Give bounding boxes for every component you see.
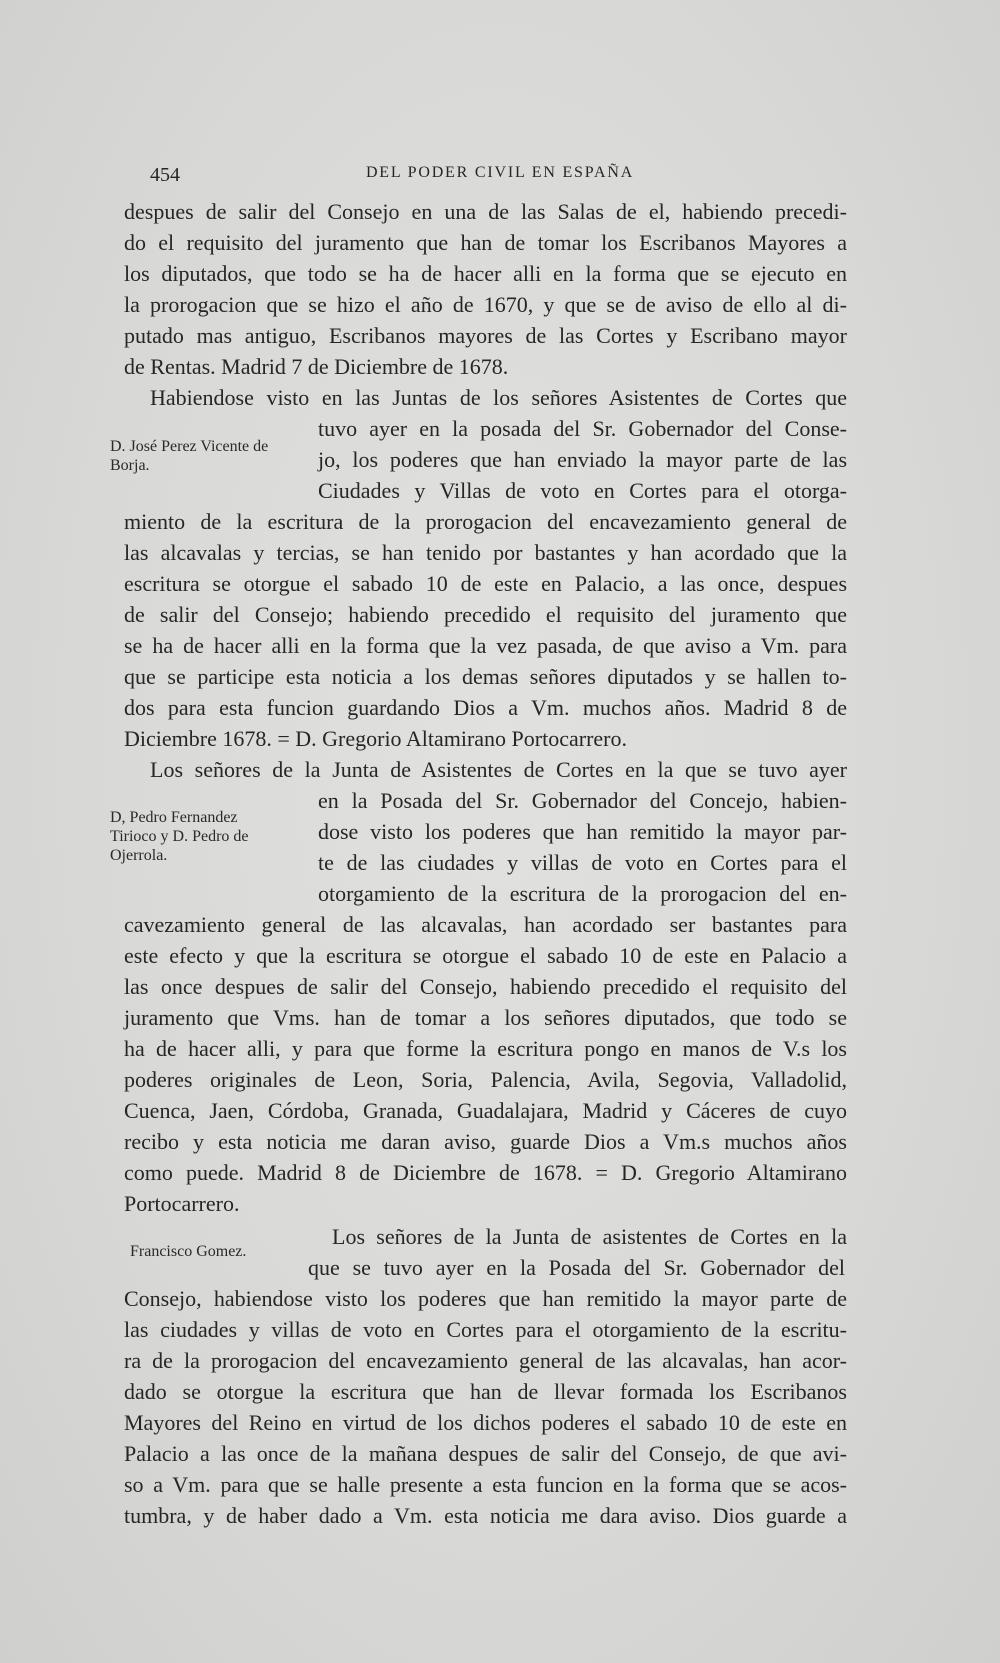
- text-line: tumbra, y de haber dado a Vm. esta noticia me dara aviso. Dios guarde a: [124, 1503, 847, 1528]
- text-line: escritura se otorgue el sabado 10 de este en Palacio, a las once, despues: [124, 571, 847, 596]
- text-line: tuvo ayer en la posada del Sr. Gobernador del Conse-: [318, 416, 847, 441]
- text-line: este efecto y que la escritura se otorgue el sabado 10 de este en Palacio a: [124, 943, 847, 968]
- text-line: juramento que Vms. han de tomar a los señores diputados, que todo se: [124, 1005, 847, 1030]
- text-line: los diputados, que todo se ha de hacer alli en la forma que se ejecuto en: [124, 261, 847, 286]
- text-line: do el requisito del juramento que han de tomar los Escribanos Mayores a: [124, 230, 847, 255]
- running-title: DEL PODER CIVIL EN ESPAÑA: [365, 164, 635, 181]
- text-line: ha de hacer alli, y para que forme la escritura pongo en manos de V.s los: [124, 1036, 847, 1061]
- text-line: Mayores del Reino en virtud de los dichos poderes el sabado 10 de este en: [124, 1410, 847, 1435]
- text-line: Portocarrero.: [124, 1191, 240, 1216]
- text-line: de Rentas. Madrid 7 de Diciembre de 1678.: [124, 354, 509, 379]
- text-line: dado se otorgue la escritura que han de llevar formada los Escribanos: [124, 1379, 847, 1404]
- paragraph-first-line: Los señores de la Junta de asistentes de Cortes en la: [332, 1224, 847, 1249]
- margin-note: Francisco Gomez.: [130, 1243, 247, 1260]
- paragraph-first-line: Los señores de la Junta de Asistentes de Cortes en la que se tuvo ayer: [150, 757, 847, 782]
- text-line: Diciembre 1678. = D. Gregorio Altamirano Portocarrero.: [124, 726, 627, 751]
- page-number: 454: [150, 164, 180, 186]
- margin-note: D. José Perez Vicente de Borja.: [110, 438, 269, 474]
- page-header: [150, 160, 850, 190]
- text-line: recibo y esta noticia me daran aviso, guarde Dios a Vm.s muchos años: [124, 1129, 847, 1154]
- text-line: Cuenca, Jaen, Córdoba, Granada, Guadalajara, Madrid y Cáceres de cuyo: [124, 1098, 847, 1123]
- text-line: Consejo, habiendose visto los poderes que han remitido la mayor parte de: [124, 1286, 847, 1311]
- text-line: cavezamiento general de las alcavalas, han acordado ser bastantes para: [124, 912, 847, 937]
- text-line: despues de salir del Consejo en una de las Salas de el, habiendo precedi-: [124, 199, 847, 224]
- text-line: Ciudades y Villas de voto en Cortes para el otorga-: [318, 478, 847, 503]
- text-line: que se tuvo ayer en la Posada del Sr. Gobernador del: [308, 1255, 845, 1280]
- text-line: te de las ciudades y villas de voto en Cortes para el: [318, 850, 847, 875]
- text-line: las ciudades y villas de voto en Cortes para el otorgamiento de la escritu-: [124, 1317, 847, 1342]
- paragraph-first-line: Habiendose visto en las Juntas de los señores Asistentes de Cortes que: [150, 385, 847, 410]
- text-line: otorgamiento de la escritura de la prorogacion del en-: [318, 881, 847, 906]
- text-line: se ha de hacer alli en la forma que la vez pasada, de que aviso a Vm. para: [124, 633, 847, 658]
- text-line: dos para esta funcion guardando Dios a Vm. muchos años. Madrid 8 de: [124, 695, 847, 720]
- text-line: las alcavalas y tercias, se han tenido por bastantes y han acordado que la: [124, 540, 847, 565]
- text-line: las once despues de salir del Consejo, habiendo precedido el requisito del: [124, 974, 847, 999]
- text-line: como puede. Madrid 8 de Diciembre de 1678. = D. Gregorio Altamirano: [124, 1160, 847, 1185]
- text-line: Palacio a las once de la mañana despues de salir del Consejo, de que avi-: [124, 1441, 847, 1466]
- text-line: so a Vm. para que se halle presente a esta funcion en la forma que se acos-: [124, 1472, 847, 1497]
- text-line: de salir del Consejo; habiendo precedido el requisito del juramento que: [124, 602, 847, 627]
- text-line: jo, los poderes que han enviado la mayor parte de las: [318, 447, 847, 472]
- text-line: dose visto los poderes que han remitido la mayor par-: [318, 819, 847, 844]
- text-line: putado mas antiguo, Escribanos mayores de las Cortes y Escribano mayor: [124, 323, 847, 348]
- text-line: poderes originales de Leon, Soria, Palencia, Avila, Segovia, Valladolid,: [124, 1067, 847, 1092]
- text-line: miento de la escritura de la prorogacion del encavezamiento general de: [124, 509, 847, 534]
- text-line: la prorogacion que se hizo el año de 1670, y que se de aviso de ello al di-: [124, 292, 847, 317]
- margin-note: D, Pedro Fernandez Tirioco y D. Pedro de Ojerrola.: [110, 809, 249, 864]
- text-line: ra de la prorogacion del encavezamiento general de las alcavalas, han acor-: [124, 1348, 847, 1373]
- text-line: en la Posada del Sr. Gobernador del Concejo, habien-: [318, 788, 847, 813]
- text-line: que se participe esta noticia a los demas señores diputados y se hallen to-: [124, 664, 847, 689]
